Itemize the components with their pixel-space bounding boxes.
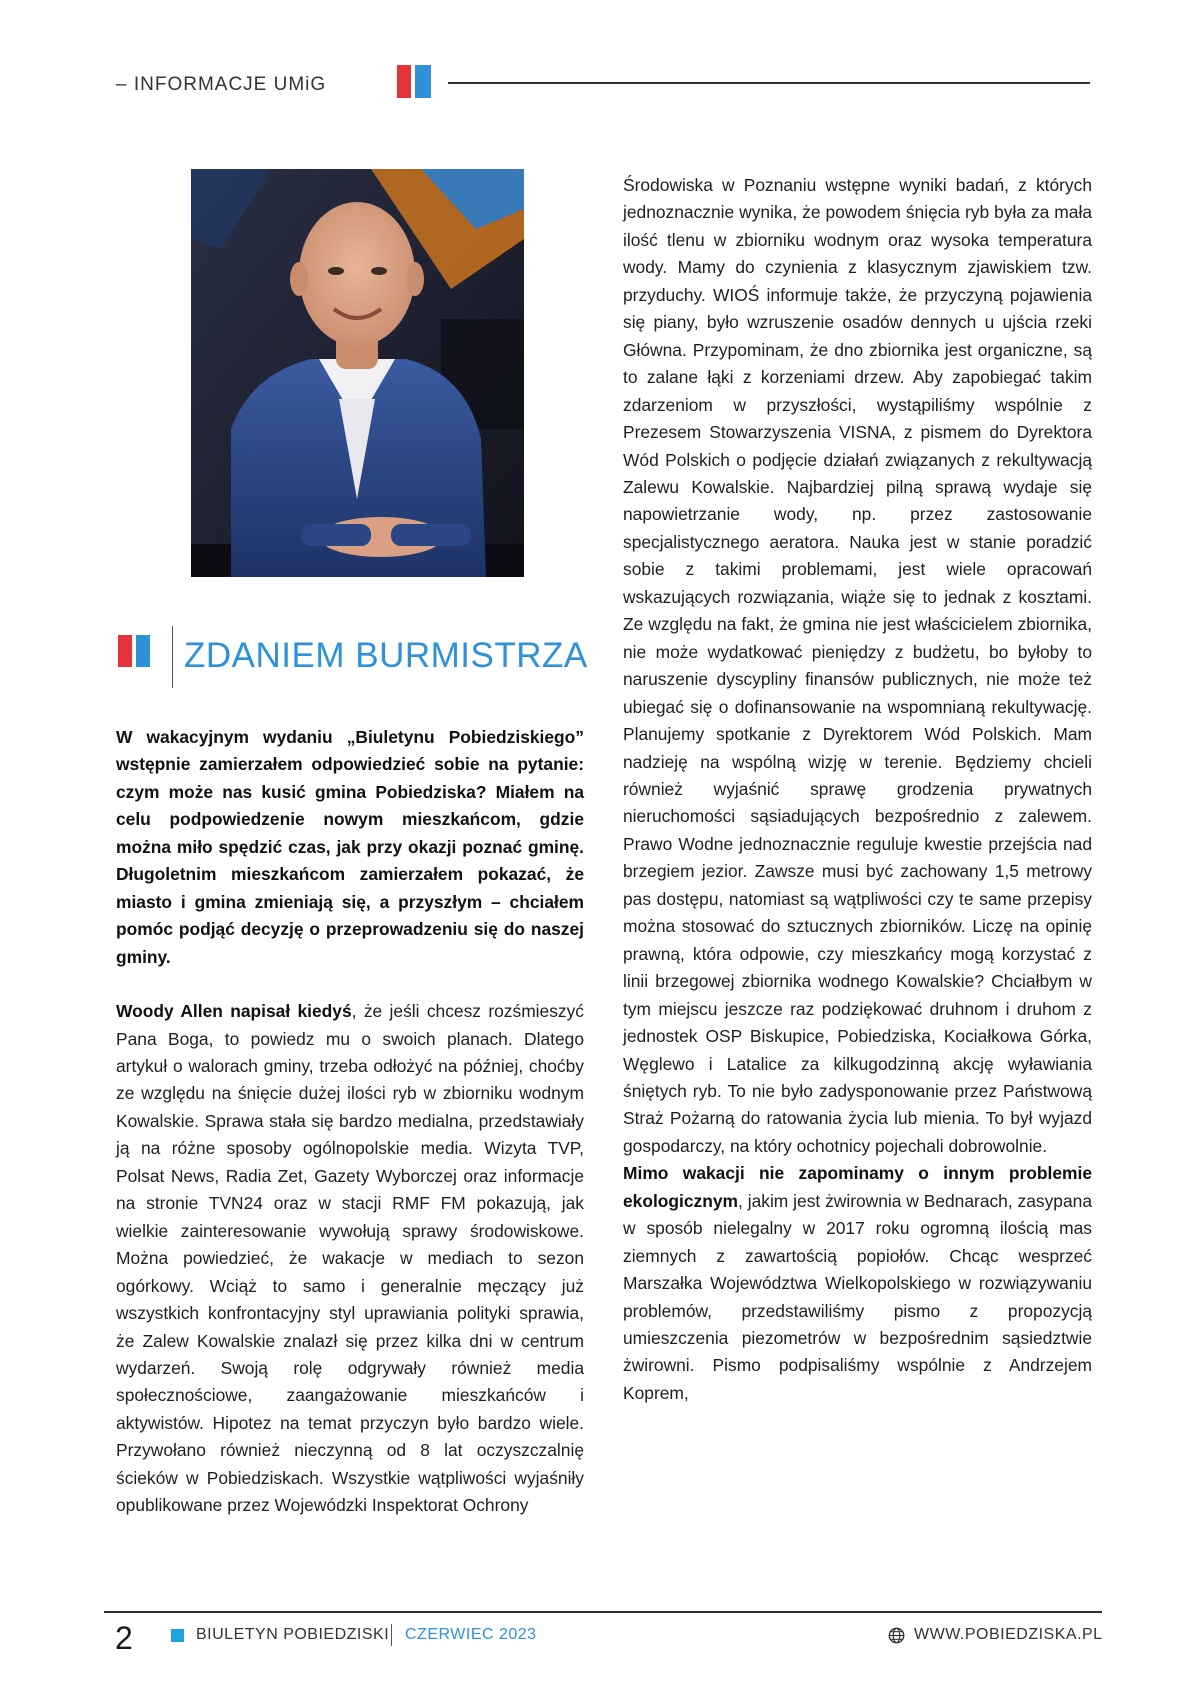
article-paragraph-3-bold: Mimo wakacji nie zapominamy o innym problemie ekologicznym (623, 1163, 1092, 1211)
footer-website-link[interactable]: WWW.POBIEDZISKA.PL (914, 1626, 1103, 1643)
article-paragraph-1 (116, 998, 584, 1520)
section-title: ZDANIEM BURMISTRZA (184, 636, 588, 675)
footer-rule (104, 1611, 1102, 1613)
header-section-label: – INFORMACJE UMiG (116, 74, 327, 95)
mayor-portrait-photo (191, 169, 524, 577)
section-title-divider (172, 626, 173, 688)
header-rule (448, 82, 1090, 84)
footer-publication-name: BIULETYN POBIEDZISKI (196, 1626, 390, 1643)
footer-divider (391, 1624, 392, 1646)
red-blue-bars-icon (118, 635, 156, 667)
article-column-left (116, 724, 584, 1520)
article-paragraph-1-text: , że jeśli chcesz rozśmieszyć Pana Boga, to powiedz mu o swoich planach. Dlatego artykuł o walorach gminy, trzeba odłożyć na później, choćby ze względu na śnięcie dużej ilości ryb w zbiorniku wodnym Kowalskie. Sprawa stała się bardzo medialna, przedstawiały ją na różne sposoby ogólnopolskie media. Wizyta TVP, Polsat News, Radia Zet, Gazety Wyborczej oraz informacje na stronie TVN24 oraz w stacji RMF FM pokazują, jak wielkie zainteresowanie wywołują sprawy środowiskowe. Można powiedzieć, że wakacje w mediach to sezon ogórkowy. Wciąż to samo i generalnie męczący już wszystkich konfrontacyjny styl uprawiania polityki sprawia, że Zalew Kowalskie znalazł się przez kilka dni w centrum wydarzeń. Swoją rolę odgrywały również media społecznościowe, zaangażowanie mieszkańców i aktywistów. Hipotez na temat przyczyn było bardzo wiele. Przywołano również nieczynną od 8 lat oczyszczalnię ścieków w Pobiedziskach. Wszystkie wątpliwości wyjaśniły opublikowane przez Wojewódzki Inspektorat Ochrony (116, 1001, 584, 1516)
article-paragraph-3-text: , jakim jest żwirownia w Bednarach, zasypana w sposób nielegalny w 2017 roku ogromną ilością mas ziemnych z zawartością popiołów. Chcąc wesprzeć Marszałka Województwa Wielkopolskiego w rozwiązywaniu problemów, przedstawiliśmy pismo z propozycją umieszczenia piezometrów w bezpośrednim sąsiedztwie żwirowni. Pismo podpisaliśmy wspólnie z Andrzejem Koprem, (623, 1190, 1092, 1403)
red-blue-bars-icon (397, 65, 431, 98)
article-paragraph-3 (623, 1160, 1092, 1407)
article-paragraph-2: Środowiska w Poznaniu wstępne wyniki badań, z których jednoznacznie wynika, że powodem śnięcia ryb była za mała ilość tlenu w zbiorniku wodnym oraz wysoka temperatura wody. Mamy do czynienia z klasycznym zjawiskiem tzw. przyduchy. WIOŚ informuje także, że przyczyną pojawienia się piany, było wzruszenie osadów dennych u ujścia rzeki Główna. Przypominam, że dno zbiornika jest organiczne, są to zalane łąki z korzeniami drzew. Aby zapobiegać takim zdarzeniom w przyszłości, wystąpiliśmy wspólnie z Prezesem Stowarzyszenia VISNA, z pismem do Dyrektora Wód Polskich o podjęcie działań związanych z rekultywacją Zalewu Kowalskie. Najbardziej pilną sprawą wydaje się napowietrzanie wody, np. przez zastosowanie specjalistycznego aeratora. Nauka jest w stanie poradzić sobie z takimi problemami, jest wiele opracowań wskazujących rozwiązania, wiąże się to jednak z kosztami. Ze względu na fakt, że gmina nie jest właścicielem zbiornika, nie może wydatkować pieniędzy z budżetu, bo byłoby to naruszenie dyscypliny finansów publicznych, nie może też ubiegać się o dofinansowanie na wspomnianą rekultywację. Planujemy spotkanie z Dyrektorem Wód Polskich. Mam nadzieję na wspólną wizję w terenie. Będziemy chcieli również wyjaśnić sprawę grodzenia prywatnych nieruchomości sąsiadujących bezpośrednio z zalewem. Prawo Wodne jednoznacznie reguluje kwestie przejścia nad brzegiem jezior. Zawsze musi być zachowany 1,5 metrowy pas dostępu, natomiast są wątpliwości czy te same przepisy można stosować do sztucznych zbiorników. Liczę na opinię prawną, która odpowie, czy mieszkańcy mogą korzystać z linii brzegowej zbiornika wodnego Kowalskie? Chciałbym w tym miejscu jeszcze raz podziękować druhnom i druhom z jednostek OSP Biskupice, Pobiedziska, Kociałkowa Górka, Węglewo i Latalice za kilkugodzinną akcję wyławiania śniętych ryb. To nie było zadysponowanie przez Państwową Straż Pożarną do ratowania życia lub mienia. To był wyjazd gospodarczy, na który ochotnicy pojechali dobrowolnie. (623, 175, 1092, 1156)
footer-issue-date: CZERWIEC 2023 (405, 1626, 537, 1643)
footer-square-icon (171, 1629, 184, 1642)
globe-icon (888, 1627, 905, 1644)
article-column-right (623, 172, 1092, 1407)
article-paragraph-1-bold: Woody Allen napisał kiedyś (116, 1001, 352, 1022)
page-number: 2 (115, 1620, 133, 1656)
article-lead: W wakacyjnym wydaniu „Biuletynu Pobiedziskiego” wstępnie zamierzałem odpowiedzieć sobie na pytanie: czym może nas kusić gmina Pobiedziska? Miałem na celu podpowiedzenie nowym mieszkańcom, gdzie można miło spędzić czas, jak przy okazji poznać gminę. Długoletnim mieszkańcom zamierzałem pokazać, że miasto i gmina zmieniają się, a przyszłym – chciałem pomóc podjąć decyzję o przeprowadzeniu się do naszej gminy. (116, 727, 584, 967)
